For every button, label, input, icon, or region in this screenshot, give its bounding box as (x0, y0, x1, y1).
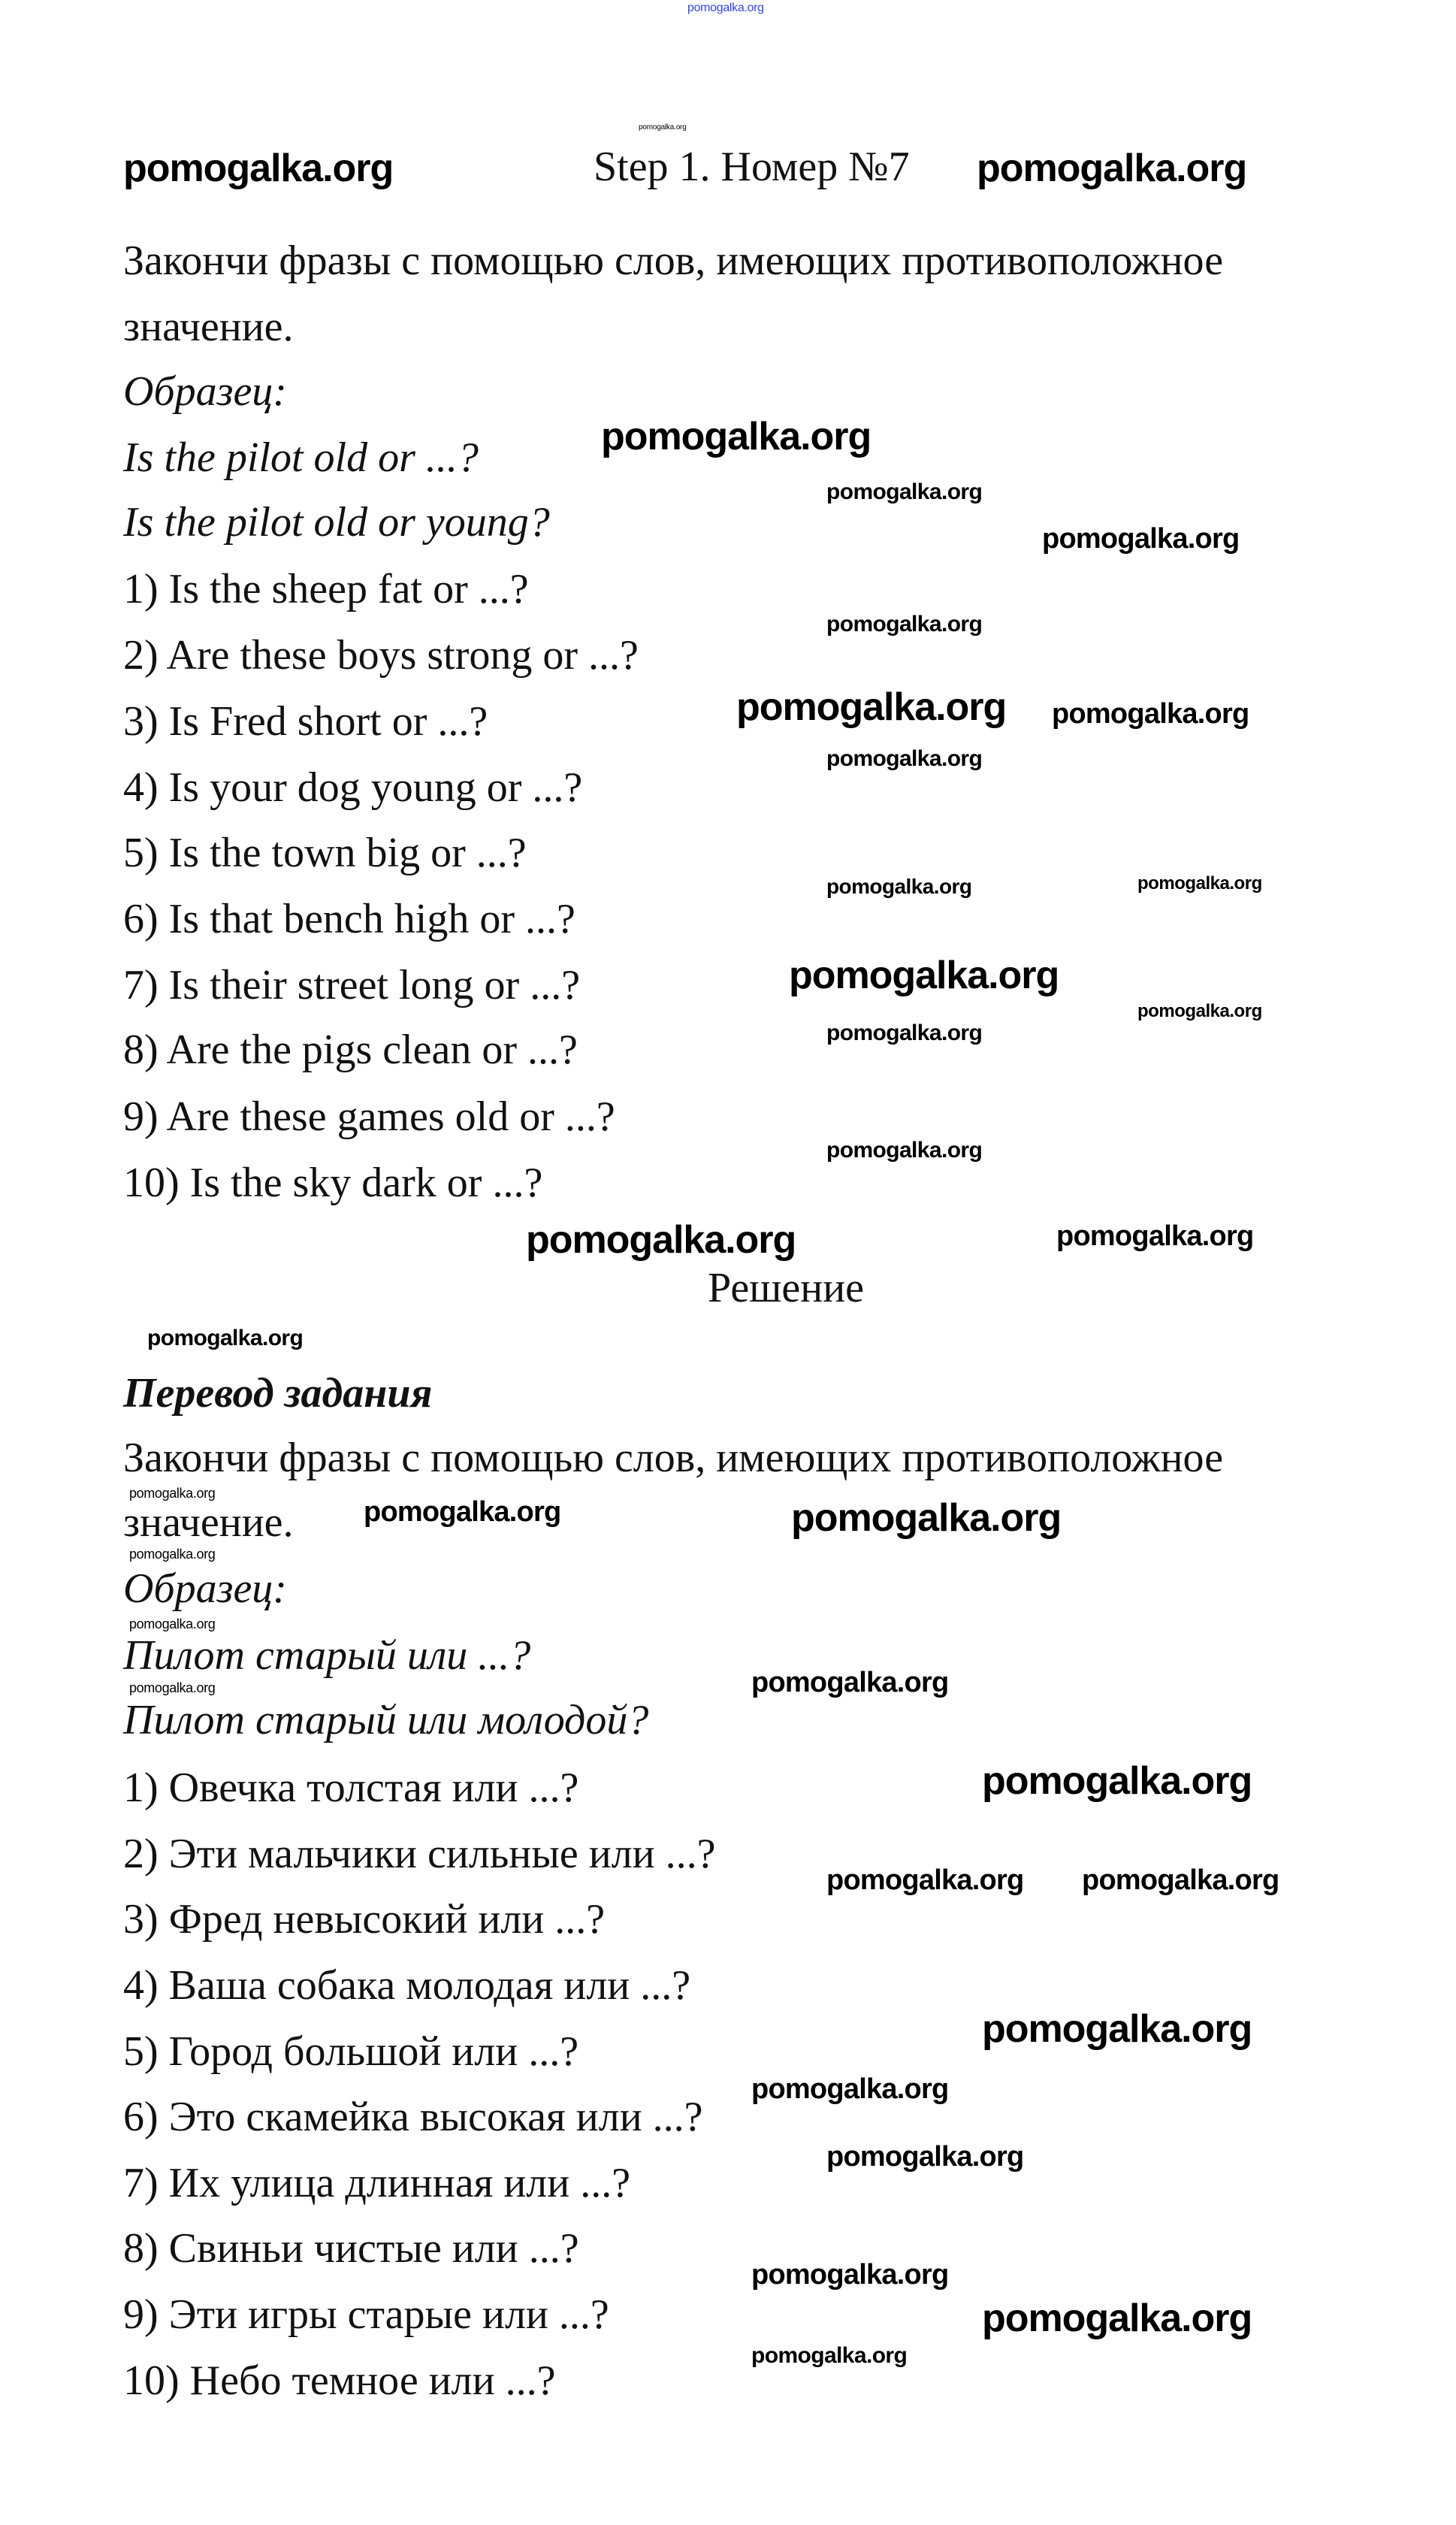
translation-item: 8) Свиньи чистые или ...? (123, 2225, 579, 2272)
example-question: Пилот старый или ...? (123, 1632, 531, 1679)
watermark: pomogalka.org (982, 2007, 1252, 2051)
watermark: pomogalka.org (123, 147, 394, 190)
watermark: pomogalka.org (601, 415, 871, 458)
watermark: pomogalka.org (826, 1021, 983, 1045)
watermark: pomogalka.org (982, 2297, 1252, 2340)
example-answer: Is the pilot old or young? (123, 499, 550, 546)
translation-item: 5) Город большой или ...? (123, 2028, 579, 2075)
task-item: 9) Are these games old or ...? (123, 1093, 615, 1140)
watermark: pomogalka.org (1137, 1001, 1262, 1021)
watermark: pomogalka.org (751, 2259, 949, 2291)
watermark: pomogalka.org (736, 685, 1007, 729)
translation-item: 9) Эти игры старые или ...? (123, 2291, 609, 2338)
task-item: 8) Are the pigs clean or ...? (123, 1027, 578, 1073)
task-item: 2) Are these boys strong or ...? (123, 632, 639, 679)
page-title: Step 1. Номер №7 (594, 144, 910, 190)
example-answer: Пилот старый или молодой? (123, 1697, 649, 1743)
watermark: pomogalka.org (751, 2343, 908, 2368)
watermark: pomogalka.org (789, 954, 1059, 997)
instruction-line: значение. (123, 1499, 294, 1546)
watermark: pomogalka.org (364, 1496, 561, 1528)
watermark: pomogalka.org (1042, 523, 1240, 555)
watermark: pomogalka.org (1056, 1220, 1254, 1252)
example-label: Образец: (123, 368, 287, 415)
watermark: pomogalka.org (147, 1326, 304, 1350)
watermark-link[interactable]: pomogalka.org (687, 2, 764, 14)
watermark: pomogalka.org (1137, 873, 1262, 894)
watermark: pomogalka.org (826, 2141, 1024, 2173)
watermark: pomogalka.org (826, 875, 972, 898)
translation-item: 10) Небо темное или ...? (123, 2357, 556, 2404)
translation-heading: Перевод задания (123, 1370, 433, 1417)
task-item: 1) Is the sheep fat or ...? (123, 566, 529, 612)
instruction-line: значение. (123, 304, 294, 350)
watermark: pomogalka.org (826, 612, 983, 637)
task-item: 7) Is their street long or ...? (123, 962, 581, 1008)
instruction-line: Закончи фразы с помощью слов, имеющих противоположное (123, 237, 1224, 284)
translation-item: 1) Овечка толстая или ...? (123, 1764, 579, 1811)
watermark: pomogalka.org (751, 2073, 949, 2105)
translation-item: 2) Эти мальчики сильные или ...? (123, 1831, 716, 1877)
watermark: pomogalka.org (1052, 698, 1249, 730)
task-item: 6) Is that bench high or ...? (123, 896, 575, 942)
watermark: pomogalka.org (129, 1616, 216, 1631)
task-item: 3) Is Fred short or ...? (123, 698, 488, 745)
watermark: pomogalka.org (129, 1486, 216, 1501)
example-question: Is the pilot old or ...? (123, 434, 479, 481)
task-item: 5) Is the town big or ...? (123, 830, 527, 876)
watermark: pomogalka.org (526, 1218, 796, 1262)
watermark: pomogalka.org (826, 746, 983, 771)
watermark: pomogalka.org (982, 1759, 1252, 1803)
translation-item: 4) Ваша собака молодая или ...? (123, 1962, 691, 2009)
watermark: pomogalka.org (1082, 1864, 1279, 1896)
watermark: pomogalka.org (826, 1138, 983, 1163)
task-item: 10) Is the sky dark or ...? (123, 1160, 543, 1206)
watermark: pomogalka.org (826, 479, 983, 504)
task-item: 4) Is your dog young or ...? (123, 764, 583, 811)
example-label: Образец: (123, 1565, 287, 1612)
translation-item: 3) Фред невысокий или ...? (123, 1896, 606, 1943)
watermark: pomogalka.org (751, 1667, 949, 1698)
watermark: pomogalka.org (791, 1496, 1062, 1540)
translation-item: 6) Это скамейка высокая или ...? (123, 2094, 703, 2140)
watermark: pomogalka.org (129, 1680, 216, 1695)
watermark: pomogalka.org (639, 123, 687, 132)
solution-heading: Решение (708, 1265, 865, 1311)
watermark: pomogalka.org (826, 1864, 1024, 1896)
watermark: pomogalka.org (129, 1547, 216, 1562)
instruction-line: Закончи фразы с помощью слов, имеющих противоположное (123, 1435, 1224, 1481)
translation-item: 7) Их улица длинная или ...? (123, 2160, 631, 2206)
watermark: pomogalka.org (977, 147, 1247, 190)
